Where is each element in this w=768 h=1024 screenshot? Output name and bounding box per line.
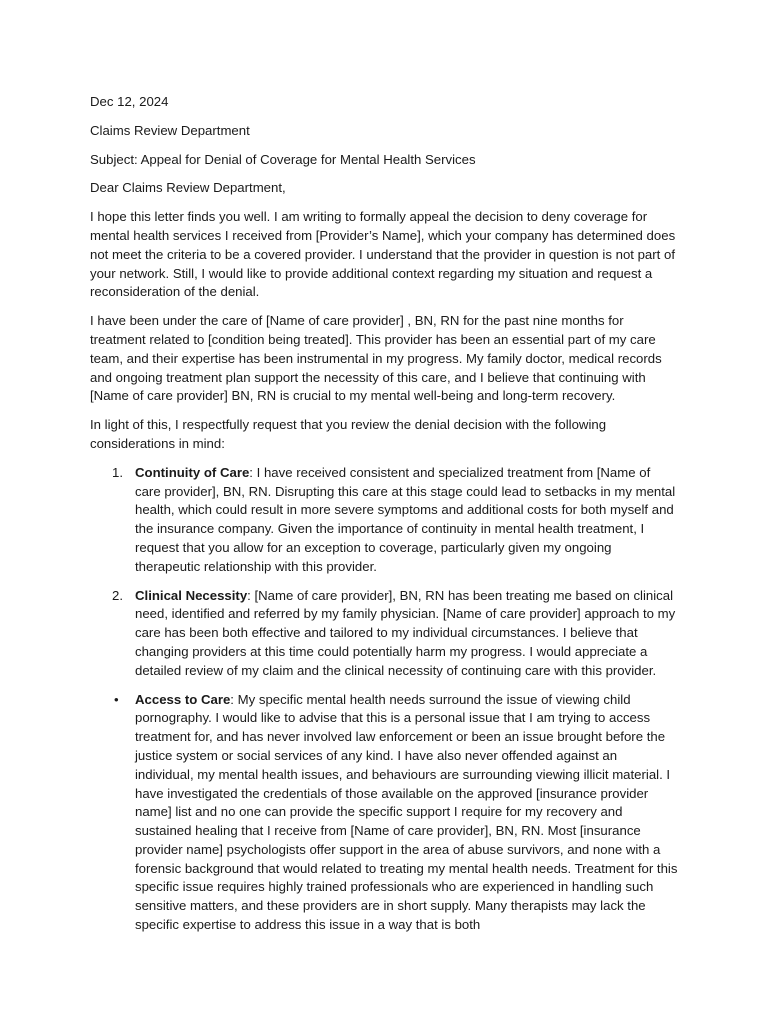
- body-paragraph-2: I have been under the care of [Name of care provider] , BN, RN for the past nine months for treatment related to [condition being treated]. This provider has been an essential part of my care team, and their expertise has been instrumental in my progress. My family doctor, medical records and ongoing treatment plan support the necessity of this care, and I believe that continuing with [Name of care provider] BN, RN is crucial to my mental well-being and long-term recovery.: [90, 313, 662, 404]
- letter-subject: Subject: Appeal for Denial of Coverage for Mental Health Services: [90, 151, 476, 167]
- body-paragraph-3: In light of this, I respectfully request that you review the denial decision with the following considerations in mind:: [90, 417, 607, 451]
- list-item-text: : My specific mental health needs surround the issue of viewing child pornography. I would like to advise that this is a personal issue that I am trying to access treatment for, and has never involved law enforcement or been an issue brought before the justice system or social services of any kind. I have also never offended against an individual, my mental health issues, and behaviours are surrounding viewing illicit material. I have investigated the credentials of those available on the approved [insurance provider name] list and no one can provide the specific support I require for my recovery and sustained healing that I receive from [Name of care provider], BN, RN. Most [insurance provider name] psychologists offer support in the area of abuse survivors, and none with a forensic background that would related to treating my mental health needs. Treatment for this specific issue requires highly trained professionals who are experienced in handling such sensitive matters, and these providers are in short supply. Many therapists may lack the specific expertise to address this issue in a way that is both: [135, 691, 678, 933]
- list-number: 1.: [112, 464, 123, 480]
- numbered-list: [90, 464, 678, 681]
- numbered-list-item: [90, 587, 678, 681]
- letter-date: Dec 12, 2024: [90, 94, 169, 109]
- list-number: 2.: [112, 587, 123, 603]
- letter-salutation: Dear Claims Review Department,: [90, 180, 286, 196]
- list-item-text: : I have received consistent and specialized treatment from [Name of care provider], BN, RN. Disrupting this care at this stage could lead to setbacks in my mental health, which could result in more severe symptoms and additional costs for both myself and the insurance company. Given the importance of continuity in mental health treatment, I request that you allow for an exception to coverage, particularly given my ongoing therapeutic relationship with this provider.: [135, 464, 676, 574]
- bullet-list: [90, 691, 678, 935]
- list-item-heading: Clinical Necessity: [135, 587, 248, 603]
- letter-recipient: Claims Review Department: [90, 122, 250, 138]
- bullet-icon: •: [114, 691, 119, 707]
- list-item-text: : [Name of care provider], BN, RN has been treating me based on clinical need, identified and referred by my family physician. [Name of care provider] approach to my care has been both effective and tailored to my individual circumstances. I believe that changing providers at this time could potentially harm my progress. I would appreciate a detailed review of my claim and the clinical necessity of continuing care with this provider.: [135, 587, 676, 678]
- list-item-heading: Continuity of Care: [135, 464, 250, 480]
- bullet-list-item: [90, 691, 678, 935]
- body-paragraph-1: I hope this letter finds you well. I am writing to formally appeal the decision to deny coverage for mental health services I received from [Provider’s Name], which your company has determined does not meet the criteria to be a covered provider. I understand that the provider in question is not part of your network. Still, I would like to provide additional context regarding my situation and request a reconsideration of the denial.: [90, 209, 676, 300]
- list-item-heading: Access to Care: [135, 691, 231, 707]
- numbered-list-item: [90, 464, 678, 577]
